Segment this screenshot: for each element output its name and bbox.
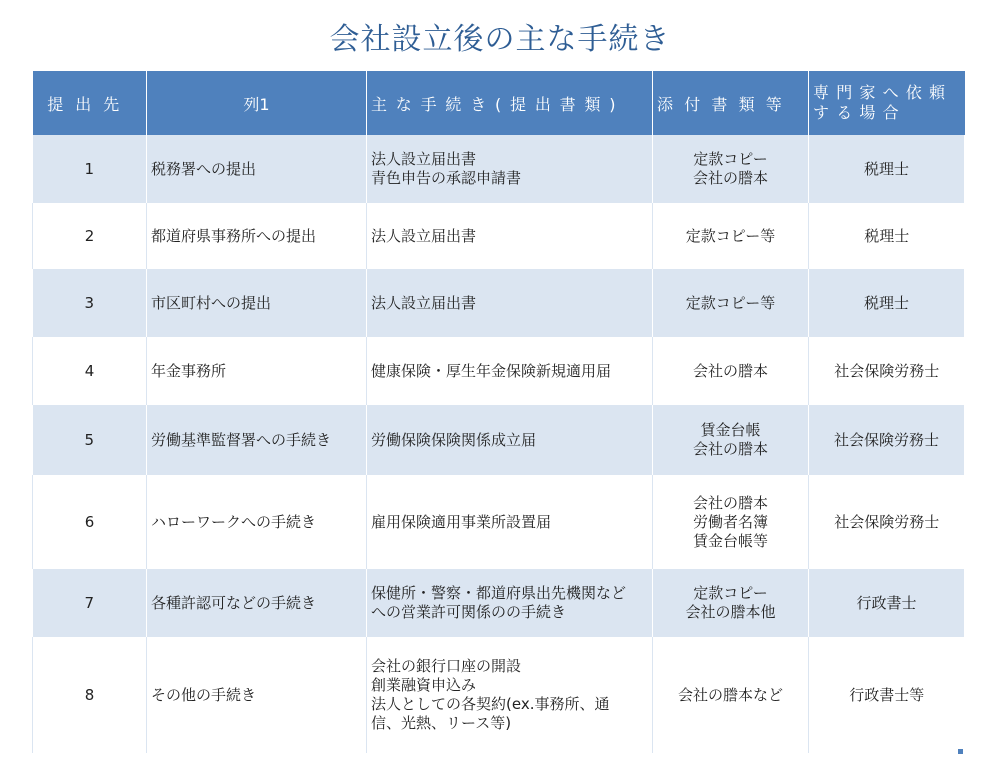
attachments-cell-line: 会社の謄本 (692, 493, 768, 512)
attachments-cell-line: 定款コピー (693, 150, 768, 168)
procedures-cell-line: 信、光熱、リース等) (371, 714, 512, 732)
expert-cell: 社会保険労務士 (809, 405, 965, 475)
procedures-cell-line: 法人設立届出書 (371, 226, 477, 245)
table-body (33, 135, 965, 753)
attachments-cell-line: 会社の謄本他 (685, 603, 776, 621)
procedures-cell-line: 法人としての各契約(ex.事務所、通 (371, 695, 610, 713)
expert-cell: 行政書士等 (809, 637, 965, 753)
procedures-cell (367, 637, 653, 753)
table-row (33, 337, 965, 405)
procedures-cell (367, 405, 653, 475)
expert-cell: 社会保険労務士 (809, 475, 965, 569)
procedures-cell-line: 保健所・警察・都道府県出先機関など (371, 584, 627, 602)
attachments-cell-line: 会社の謄本 (692, 440, 768, 458)
expert-header-line2: する場合 (813, 103, 906, 122)
column-header-destination[interactable]: 提出先 (33, 71, 147, 135)
attachments-cell-line: 労働者名簿 (692, 512, 768, 531)
procedures-cell-line: 創業融資申込み (371, 676, 477, 694)
destination-cell: 都道府県事務所への提出 (147, 203, 367, 269)
expert-cell: 行政書士 (809, 569, 965, 637)
attachments-cell-line: 賃金台帳 (700, 421, 761, 439)
column-header-attachments[interactable]: 添付書類等 (653, 71, 809, 135)
attachments-cell-line: 定款コピー (693, 584, 768, 602)
procedures-table (32, 71, 965, 753)
attachments-cell (653, 405, 809, 475)
table-row (33, 135, 965, 203)
procedures-cell-line: 雇用保険適用事業所設置届 (371, 512, 552, 531)
expert-header-line1: 専門家へ依頼 (813, 83, 953, 102)
procedures-cell (367, 269, 653, 337)
procedures-cell (367, 135, 653, 203)
procedures-cell-line: 青色申告の承認申請書 (371, 169, 522, 187)
column-header-procedures[interactable]: 主な手続き(提出書類) (367, 71, 653, 135)
table-row (33, 405, 965, 475)
row-number: 7 (33, 569, 147, 637)
procedures-cell-line: への営業許可関係のの手続き (371, 603, 567, 621)
destination-cell: 労働基準監督署への手続き (147, 405, 367, 475)
attachments-cell (653, 337, 809, 405)
destination-cell: 税務署への提出 (147, 135, 367, 203)
expert-cell: 税理士 (809, 135, 965, 203)
expert-cell: 税理士 (809, 269, 965, 337)
column-header-expert[interactable] (809, 71, 965, 135)
table-resize-handle[interactable] (958, 749, 963, 754)
page-title: 会社設立後の主な手続き (329, 22, 671, 57)
table-row (33, 475, 965, 569)
procedures-cell-line: 健康保険・厚生年金保険新規適用届 (371, 361, 612, 380)
procedures-cell-line: 会社の銀行口座の開設 (371, 657, 522, 675)
expert-cell: 税理士 (809, 203, 965, 269)
row-number: 6 (33, 475, 147, 569)
attachments-cell (653, 475, 809, 569)
attachments-cell-line: 賃金台帳等 (692, 531, 768, 550)
row-number: 3 (33, 269, 147, 337)
procedures-cell-line: 法人設立届出書 (371, 293, 477, 312)
attachments-cell (653, 269, 809, 337)
row-number: 4 (33, 337, 147, 405)
attachments-cell (653, 135, 809, 203)
destination-cell: その他の手続き (147, 637, 367, 753)
procedures-cell-line: 労働保険保険関係成立届 (371, 430, 537, 449)
expert-cell: 社会保険労務士 (809, 337, 965, 405)
procedures-cell (367, 337, 653, 405)
attachments-cell (653, 569, 809, 637)
column-header-col1[interactable]: 列1 (147, 71, 367, 135)
attachments-cell-line: 会社の謄本 (692, 169, 768, 187)
table-row (33, 637, 965, 753)
procedures-cell (367, 569, 653, 637)
row-number: 5 (33, 405, 147, 475)
row-number: 2 (33, 203, 147, 269)
attachments-cell-line: 会社の謄本など (677, 685, 783, 704)
attachments-cell-line: 会社の謄本 (692, 361, 768, 380)
procedures-cell-line: 法人設立届出書 (371, 150, 477, 168)
attachments-cell (653, 203, 809, 269)
row-number: 1 (33, 135, 147, 203)
row-number: 8 (33, 637, 147, 753)
attachments-cell-line: 定款コピー等 (685, 226, 776, 245)
table-row (33, 569, 965, 637)
table-row (33, 203, 965, 269)
destination-cell: ハローワークへの手続き (147, 475, 367, 569)
table-header-row (33, 71, 965, 135)
destination-cell: 年金事務所 (147, 337, 367, 405)
destination-cell: 各種許認可などの手続き (147, 569, 367, 637)
attachments-cell (653, 637, 809, 753)
destination-cell: 市区町村への提出 (147, 269, 367, 337)
procedures-cell (367, 203, 653, 269)
procedures-cell (367, 475, 653, 569)
attachments-cell-line: 定款コピー等 (685, 293, 776, 312)
table-row (33, 269, 965, 337)
